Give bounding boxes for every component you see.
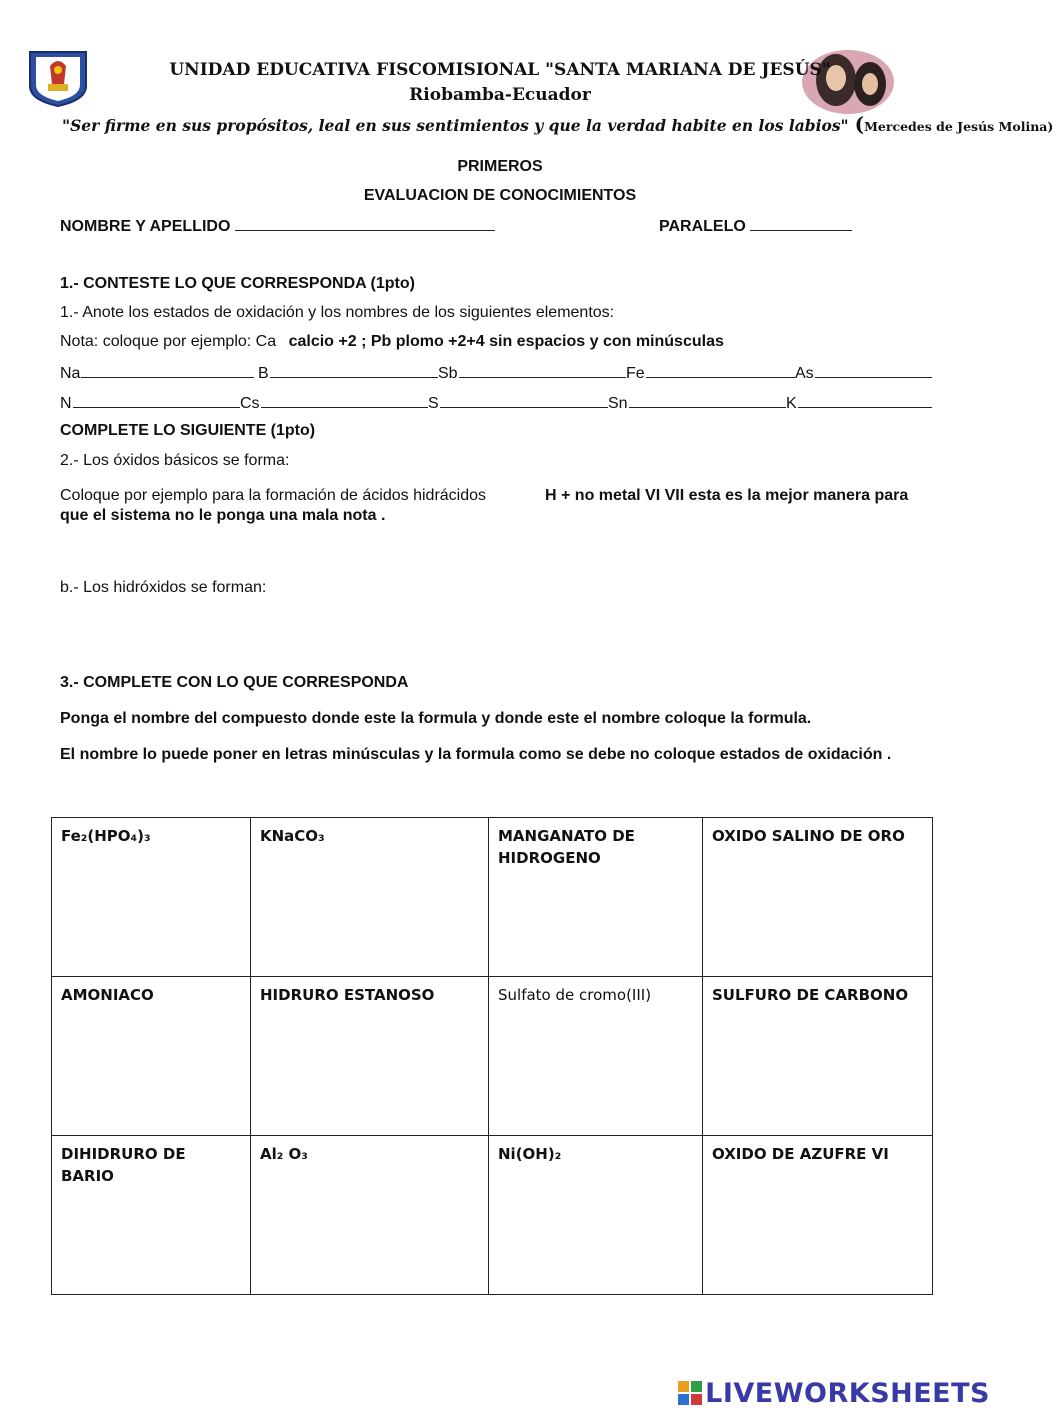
element-symbol: N: [60, 395, 72, 412]
parallel-label: PARALELO: [659, 218, 746, 235]
element-blank[interactable]: [270, 363, 438, 378]
element-fill[interactable]: [60, 363, 254, 383]
parallel-blank[interactable]: [750, 216, 852, 231]
table-cell[interactable]: SULFURO DE CARBONO: [703, 977, 933, 1136]
element-symbol: K: [786, 395, 797, 412]
example-bold-1: H + no metal VI VII esta es la mejor manera para: [545, 487, 909, 504]
element-blank[interactable]: [646, 363, 795, 378]
note-example: calcio +2 ; Pb plomo +2+4 sin espacios y con minúsculas: [288, 333, 724, 350]
element-blank[interactable]: [629, 393, 786, 408]
element-fill[interactable]: [626, 363, 795, 383]
element-blank[interactable]: [81, 363, 254, 378]
table-cell[interactable]: OXIDO SALINO DE ORO: [703, 818, 933, 977]
question-2a: 2.- Los óxidos básicos se forma:: [60, 452, 290, 469]
exam-level: PRIMEROS: [457, 158, 543, 175]
elements-row-1: [60, 363, 932, 383]
section1-note: [60, 333, 724, 351]
school-motto: [62, 112, 1053, 136]
section1-heading: 1.- CONTESTE LO QUE CORRESPONDA (1pto): [60, 275, 415, 292]
element-symbol: S: [428, 395, 439, 412]
table-cell[interactable]: Ni(OH)₂: [489, 1136, 703, 1295]
question-2b: b.- Los hidróxidos se forman:: [60, 579, 267, 596]
motto-paren: (: [854, 112, 865, 136]
note-prefix: Nota: coloque por ejemplo: Ca: [60, 333, 277, 350]
element-blank[interactable]: [459, 363, 626, 378]
elements-row-2: [60, 393, 932, 413]
liveworksheets-icon: [677, 1380, 703, 1406]
section2-heading: COMPLETE LO SIGUIENTE (1pto): [60, 422, 316, 439]
table-cell[interactable]: KNaCO₃: [251, 818, 489, 977]
saint-portrait-image: [798, 44, 898, 116]
element-fill[interactable]: [428, 393, 608, 413]
element-symbol: Fe: [626, 365, 645, 382]
motto-author: Mercedes de Jesús Molina): [864, 119, 1053, 134]
brand-name: LIVEWORKSHEETS: [705, 1377, 990, 1409]
element-fill[interactable]: [258, 363, 438, 383]
table-cell[interactable]: HIDRURO ESTANOSO: [251, 977, 489, 1136]
table-row: [52, 818, 933, 977]
element-symbol: As: [795, 365, 814, 382]
section3-instruction-1: Ponga el nombre del compuesto donde este la formula y donde este el nombre coloque la formula.: [60, 710, 812, 727]
section3-instruction-2: El nombre lo puede poner en letras minúsculas y la formula como se debe no coloque estados de oxidación .: [60, 746, 892, 763]
element-blank[interactable]: [440, 393, 608, 408]
element-fill[interactable]: [240, 393, 428, 413]
table-cell[interactable]: OXIDO DE AZUFRE VI: [703, 1136, 933, 1295]
table-row: [52, 1136, 933, 1295]
name-blank[interactable]: [235, 216, 495, 231]
element-fill[interactable]: [608, 393, 786, 413]
liveworksheets-logo: [677, 1375, 990, 1411]
element-blank[interactable]: [815, 363, 932, 378]
element-symbol: Sn: [608, 395, 628, 412]
table-cell[interactable]: Sulfato de cromo(III): [489, 977, 703, 1136]
table-cell[interactable]: AMONIACO: [52, 977, 251, 1136]
element-blank[interactable]: [73, 393, 240, 408]
exam-title: EVALUACION DE CONOCIMIENTOS: [363, 187, 637, 204]
element-symbol: Cs: [240, 395, 260, 412]
example-prefix: Coloque por ejemplo para la formación de ácidos hidrácidos: [60, 487, 487, 504]
school-name: UNIDAD EDUCATIVA FISCOMISIONAL "SANTA MARIANA DE JESÚS": [169, 60, 831, 80]
element-blank[interactable]: [261, 393, 428, 408]
example-bold-2: que el sistema no le ponga una mala nota .: [60, 507, 386, 524]
name-field[interactable]: [60, 216, 495, 236]
table-cell[interactable]: DIHIDRURO DE BARIO: [52, 1136, 251, 1295]
motto-text: "Ser firme en sus propósitos, leal en sus sentimientos y que la verdad habite en los labios": [62, 116, 849, 135]
element-fill[interactable]: [60, 393, 240, 413]
compounds-table: [51, 817, 933, 1295]
element-blank[interactable]: [798, 393, 932, 408]
element-fill[interactable]: [786, 393, 932, 413]
school-city: Riobamba-Ecuador: [409, 85, 591, 105]
element-symbol: Na: [60, 365, 81, 382]
table-cell[interactable]: Fe₂(HPO₄)₃: [52, 818, 251, 977]
parallel-field[interactable]: [659, 216, 852, 236]
table-row: [52, 977, 933, 1136]
name-label: NOMBRE Y APELLIDO: [60, 218, 231, 235]
element-fill[interactable]: [795, 363, 932, 383]
section3-heading: 3.- COMPLETE CON LO QUE CORRESPONDA: [60, 674, 409, 691]
table-cell[interactable]: Al₂ O₃: [251, 1136, 489, 1295]
section1-instruction: 1.- Anote los estados de oxidación y los nombres de los siguientes elementos:: [60, 304, 615, 321]
element-fill[interactable]: [438, 363, 626, 383]
element-symbol: Sb: [438, 365, 458, 382]
table-cell[interactable]: MANGANATO DE HIDROGENO: [489, 818, 703, 977]
element-symbol: B: [258, 365, 269, 382]
